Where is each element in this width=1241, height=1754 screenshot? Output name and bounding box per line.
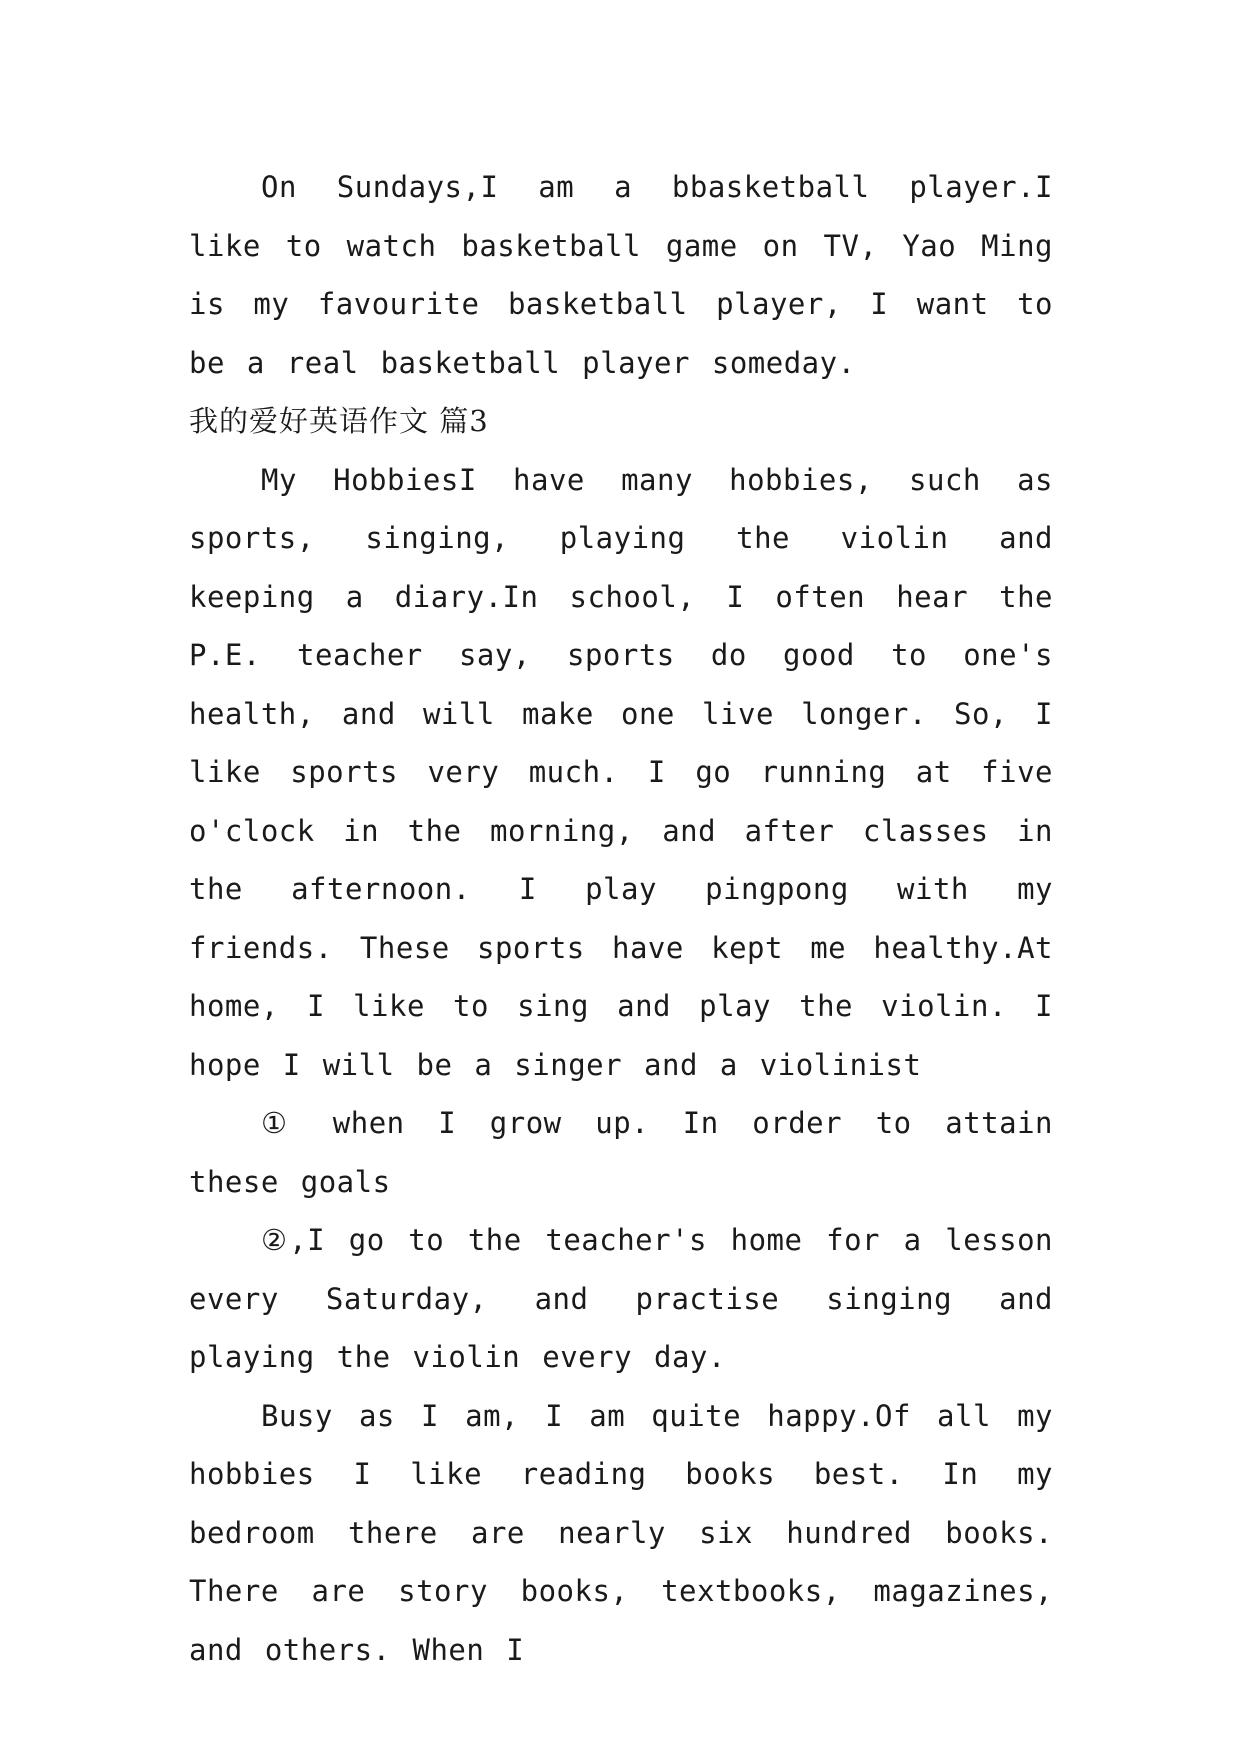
paragraph-footnote-1: ① when I grow up. In order to attain these goals [189, 1106, 1053, 1199]
paragraph-footnote-2: ②,I go to the teacher's home for a lesson every Saturday, and practise singing and playing the violin every day. [189, 1223, 1053, 1374]
paragraph-hobbies: My HobbiesI have many hobbies, such as sports, singing, playing the violin and keeping a diary.In school, I often hear the P.E. teacher say, sports do good to one's health, and will make one live longer. So, I like sports very much. I go running at five o'clock in the morning, and after classes in the afternoon. I play pingpong with my friends. These sports have kept me healthy.At home, I like to sing and play the violin. I hope I will be a singer and a violinist [189, 462, 1053, 1082]
paragraph-basketball: On Sundays,I am a bbasketball player.I like to watch basketball game on TV, Yao Ming is my favourite basketball player, I want to be a real basketball player someday. [189, 170, 1053, 380]
section-heading: 我的爱好英语作文 篇3 [189, 404, 489, 438]
document-body [189, 158, 1053, 1679]
paragraph-reading: Busy as I am, I am quite happy.Of all my hobbies I like reading books best. In my bedroom there are nearly six hundred books. There are story books, textbooks, magazines, and others. When I [189, 1398, 1053, 1667]
